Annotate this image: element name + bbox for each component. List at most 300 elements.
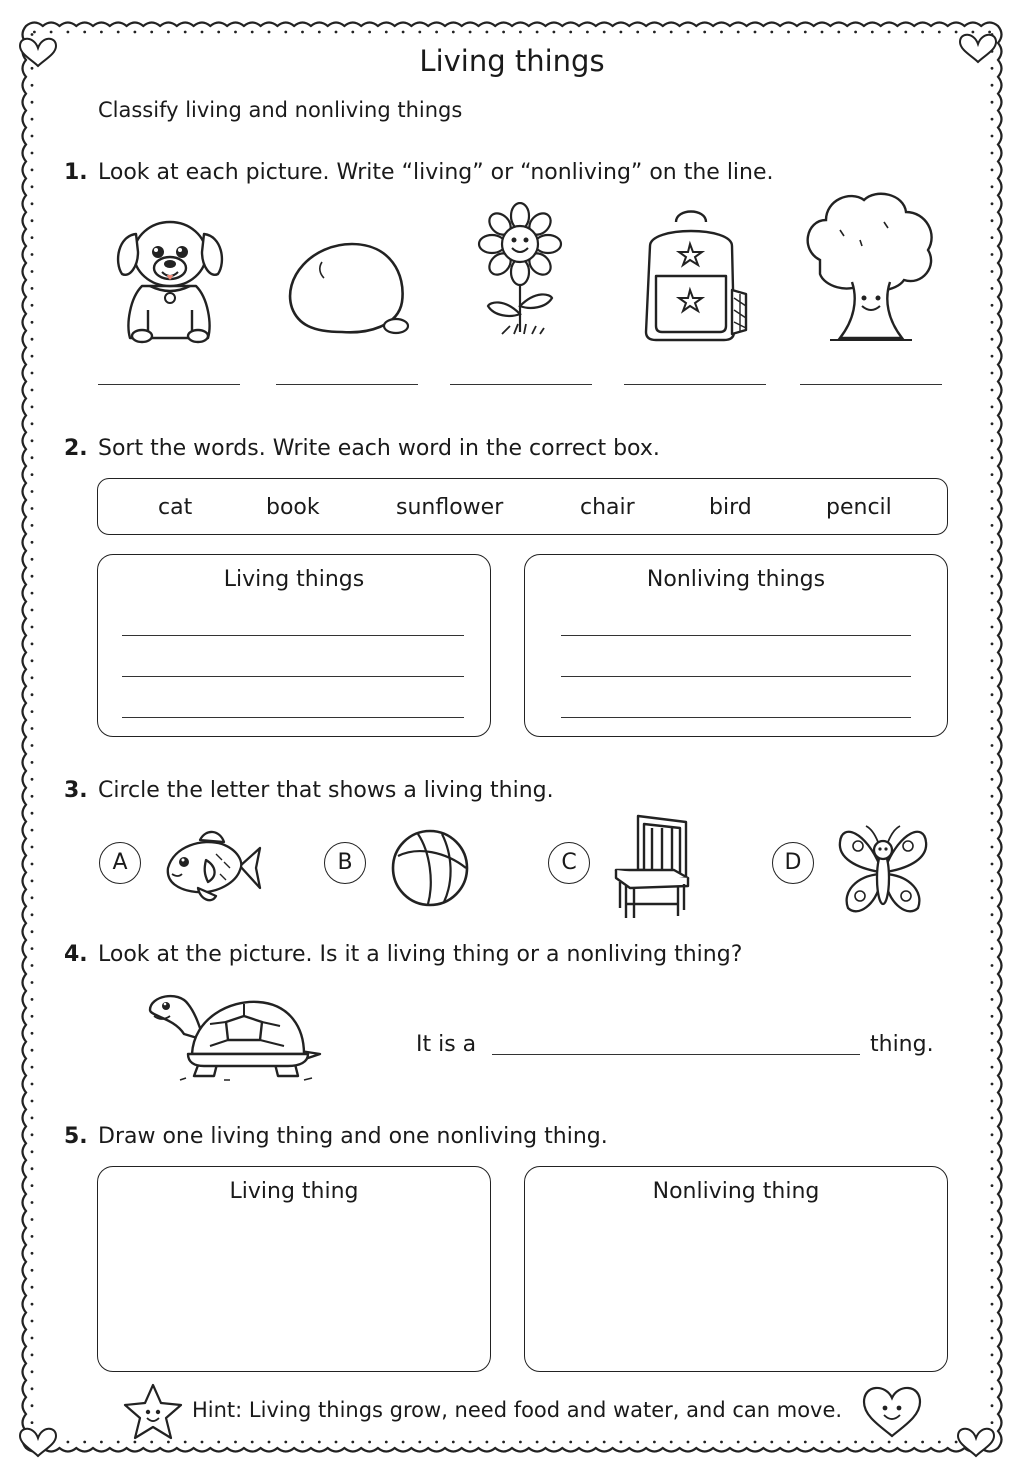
border-dot	[991, 406, 994, 409]
border-dot	[234, 1441, 237, 1444]
heart-face-icon	[860, 1382, 924, 1440]
border-dot	[31, 592, 34, 595]
draw-living-thing-box[interactable]	[97, 1166, 491, 1372]
border-dot	[991, 219, 994, 222]
answer-line[interactable]	[122, 676, 464, 677]
page-title: Living things	[419, 44, 605, 78]
border-dot	[871, 31, 874, 34]
border-dot	[991, 1421, 994, 1424]
border-dot	[284, 1441, 287, 1444]
border-dot	[83, 1441, 86, 1444]
border-dot	[385, 31, 388, 34]
nonliving-things-box	[524, 554, 948, 737]
border-dot	[991, 1150, 994, 1153]
border-dot	[31, 1370, 34, 1373]
border-dot	[402, 31, 405, 34]
border-dot	[586, 31, 589, 34]
border-dot	[991, 101, 994, 104]
border-dot	[888, 31, 891, 34]
border-dot	[251, 31, 254, 34]
living-things-box	[97, 554, 491, 737]
border-dot	[991, 744, 994, 747]
border-dot	[737, 1441, 740, 1444]
border-dot	[991, 185, 994, 188]
border-dot	[184, 31, 187, 34]
border-dot	[418, 31, 421, 34]
star-face-icon	[122, 1382, 184, 1442]
hint-text: Hint: Living things grow, need food and water, and can move.	[192, 1398, 843, 1422]
border-dot	[31, 676, 34, 679]
border-dot	[720, 31, 723, 34]
border-dot	[991, 626, 994, 629]
border-dot	[31, 1303, 34, 1306]
border-dot	[653, 31, 656, 34]
border-dot	[402, 1441, 405, 1444]
border-dot	[991, 1370, 994, 1373]
border-dot	[318, 31, 321, 34]
border-dot	[469, 31, 472, 34]
border-dot	[100, 1441, 103, 1444]
border-dot	[31, 930, 34, 933]
border-dot	[268, 31, 271, 34]
border-dot	[67, 31, 70, 34]
border-dot	[888, 1441, 891, 1444]
border-dot	[991, 592, 994, 595]
border-dot	[991, 1201, 994, 1204]
border-dot	[991, 880, 994, 883]
border-dot	[955, 1441, 958, 1444]
border-dot	[452, 31, 455, 34]
border-dot	[31, 1167, 34, 1170]
border-dot	[31, 1235, 34, 1238]
box-title: Living things	[223, 567, 365, 592]
border-dot	[519, 31, 522, 34]
border-dot	[991, 541, 994, 544]
border-dot	[435, 31, 438, 34]
border-dot	[991, 896, 994, 899]
border-dot	[31, 1100, 34, 1103]
answer-line[interactable]	[122, 635, 464, 636]
border-dot	[991, 355, 994, 358]
border-dot	[31, 84, 34, 87]
border-dot	[972, 31, 975, 34]
border-dot	[31, 118, 34, 121]
border-dot	[991, 1269, 994, 1272]
border-dot	[31, 473, 34, 476]
question-4	[64, 942, 742, 967]
border-dot	[991, 863, 994, 866]
border-dot	[991, 507, 994, 510]
word-bank-item: sunflower	[396, 495, 504, 520]
border-dot	[991, 372, 994, 375]
answer-line[interactable]	[561, 717, 911, 718]
border-dot	[991, 1320, 994, 1323]
answer-line[interactable]	[276, 384, 418, 385]
border-dot	[703, 31, 706, 34]
border-dot	[284, 31, 287, 34]
border-dot	[653, 1441, 656, 1444]
ball-icon	[388, 824, 472, 912]
border-dot	[586, 1441, 589, 1444]
border-dot	[67, 1441, 70, 1444]
border-dot	[991, 236, 994, 239]
border-dot	[117, 31, 120, 34]
border-dot	[31, 389, 34, 392]
border-dot	[670, 1441, 673, 1444]
border-dot	[486, 1441, 489, 1444]
border-dot	[31, 558, 34, 561]
border-dot	[991, 727, 994, 730]
box-title: Nonliving things	[646, 567, 826, 592]
border-dot	[31, 338, 34, 341]
border-dot	[770, 1441, 773, 1444]
border-dot	[991, 1117, 994, 1120]
border-dot	[636, 31, 639, 34]
border-dot	[201, 1441, 204, 1444]
border-dot	[502, 1441, 505, 1444]
border-dot	[31, 693, 34, 696]
border-dot	[31, 1066, 34, 1069]
border-dot	[31, 1150, 34, 1153]
border-dot	[31, 406, 34, 409]
border-dot	[991, 439, 994, 442]
border-dot	[31, 202, 34, 205]
question-prompt: Sort the words. Write each word in the correct box.	[98, 436, 660, 461]
border-dot	[991, 473, 994, 476]
border-dot	[83, 31, 86, 34]
question-number: 1.	[64, 160, 88, 185]
border-dot	[991, 490, 994, 493]
border-dot	[720, 1441, 723, 1444]
border-dot	[368, 1441, 371, 1444]
draw-nonliving-thing-box[interactable]	[524, 1166, 948, 1372]
border-dot	[31, 33, 34, 36]
border-dot	[31, 1218, 34, 1221]
border-dot	[955, 31, 958, 34]
border-dot	[31, 795, 34, 798]
word-bank-item: chair	[580, 495, 635, 520]
border-dot	[167, 31, 170, 34]
border-dot	[217, 1441, 220, 1444]
question-5	[64, 1124, 608, 1149]
answer-line[interactable]	[624, 384, 766, 385]
border-dot	[31, 880, 34, 883]
border-dot	[150, 31, 153, 34]
border-dot	[31, 1015, 34, 1018]
border-dot	[837, 31, 840, 34]
border-dot	[31, 287, 34, 290]
border-dot	[821, 31, 824, 34]
border-dot	[991, 135, 994, 138]
word-bank	[97, 478, 948, 535]
border-dot	[991, 609, 994, 612]
border-dot	[904, 31, 907, 34]
border-dot	[991, 321, 994, 324]
border-dot	[31, 439, 34, 442]
border-dot	[234, 31, 237, 34]
border-dot	[991, 202, 994, 205]
border-dot	[991, 1032, 994, 1035]
border-dot	[991, 913, 994, 916]
border-dot	[991, 693, 994, 696]
butterfly-icon	[836, 822, 930, 918]
border-dot	[31, 1387, 34, 1390]
border-dot	[991, 1083, 994, 1086]
border-dot	[33, 31, 36, 34]
question-1	[64, 160, 774, 185]
border-dot	[687, 31, 690, 34]
border-dot	[301, 1441, 304, 1444]
border-dot	[991, 981, 994, 984]
border-dot	[991, 1049, 994, 1052]
border-dot	[737, 31, 740, 34]
border-dot	[991, 761, 994, 764]
question-number: 4.	[64, 942, 88, 967]
border-dot	[991, 422, 994, 425]
border-dot	[991, 930, 994, 933]
border-dot	[31, 456, 34, 459]
border-dot	[670, 31, 673, 34]
border-dot	[804, 1441, 807, 1444]
border-dot	[991, 812, 994, 815]
border-dot	[991, 710, 994, 713]
border-dot	[31, 270, 34, 273]
border-dot	[31, 829, 34, 832]
question-prompt: Circle the letter that shows a living thing.	[98, 778, 554, 803]
border-dot	[991, 795, 994, 798]
border-dot	[452, 1441, 455, 1444]
border-dot	[991, 1252, 994, 1255]
border-dot	[620, 31, 623, 34]
flower-icon	[474, 202, 566, 340]
border-dot	[770, 31, 773, 34]
border-dot	[787, 31, 790, 34]
border-dot	[31, 727, 34, 730]
rock-icon	[282, 238, 412, 338]
border-dot	[991, 659, 994, 662]
answer-line[interactable]	[492, 1054, 860, 1055]
border-dot	[991, 287, 994, 290]
border-dot	[31, 1184, 34, 1187]
border-dot	[31, 981, 34, 984]
border-dot	[31, 185, 34, 188]
question-3	[64, 778, 554, 803]
answer-line[interactable]	[450, 384, 592, 385]
border-dot	[988, 31, 991, 34]
border-dot	[569, 1441, 572, 1444]
border-dot	[368, 31, 371, 34]
chair-icon	[612, 812, 692, 924]
tree-icon	[800, 190, 940, 344]
border-dot	[837, 1441, 840, 1444]
border-dot	[754, 1441, 757, 1444]
border-dot	[991, 558, 994, 561]
border-dot	[754, 31, 757, 34]
border-dot	[620, 1441, 623, 1444]
word-bank-item: bird	[709, 495, 752, 520]
border-dot	[31, 812, 34, 815]
border-dot	[991, 1337, 994, 1340]
border-dot	[991, 118, 994, 121]
border-dot	[991, 575, 994, 578]
border-dot	[335, 1441, 338, 1444]
border-dot	[31, 575, 34, 578]
answer-line[interactable]	[561, 676, 911, 677]
border-dot	[31, 1252, 34, 1255]
border-dot	[318, 1441, 321, 1444]
border-dot	[31, 541, 34, 544]
border-dot	[787, 1441, 790, 1444]
border-dot	[31, 1133, 34, 1136]
border-dot	[31, 1032, 34, 1035]
border-dot	[991, 778, 994, 781]
border-dot	[991, 270, 994, 273]
border-dot	[31, 626, 34, 629]
border-dot	[31, 1404, 34, 1407]
answer-line[interactable]	[98, 384, 240, 385]
answer-line[interactable]	[561, 635, 911, 636]
border-dot	[351, 31, 354, 34]
border-dot	[31, 152, 34, 155]
border-dot	[991, 456, 994, 459]
border-dot	[991, 169, 994, 172]
backpack-icon	[636, 206, 752, 342]
border-dot	[251, 1441, 254, 1444]
border-dot	[31, 1049, 34, 1052]
border-dot	[31, 863, 34, 866]
border-dot	[486, 31, 489, 34]
border-dot	[31, 524, 34, 527]
border-dot	[991, 947, 994, 950]
border-dot	[519, 1441, 522, 1444]
border-dot	[991, 676, 994, 679]
border-dot	[991, 1286, 994, 1289]
border-dot	[991, 1066, 994, 1069]
border-dot	[991, 1354, 994, 1357]
border-dot	[31, 778, 34, 781]
answer-line[interactable]	[800, 384, 942, 385]
border-dot	[31, 1201, 34, 1204]
dog-icon	[112, 206, 228, 346]
border-dot	[31, 304, 34, 307]
border-dot	[31, 846, 34, 849]
border-dot	[569, 31, 572, 34]
border-dot	[31, 321, 34, 324]
question-number: 2.	[64, 436, 88, 461]
border-dot	[31, 947, 34, 950]
border-dot	[385, 1441, 388, 1444]
question-prompt: Draw one living thing and one nonliving thing.	[98, 1124, 608, 1149]
border-dot	[536, 31, 539, 34]
border-dot	[31, 372, 34, 375]
border-dot	[268, 1441, 271, 1444]
border-dot	[31, 1117, 34, 1120]
border-dot	[31, 490, 34, 493]
option-a-letter[interactable]: A	[99, 842, 141, 884]
answer-line[interactable]	[122, 717, 464, 718]
border-dot	[134, 31, 137, 34]
border-dot	[31, 1337, 34, 1340]
border-dot	[31, 507, 34, 510]
turtle-icon	[144, 988, 324, 1084]
border-dot	[991, 253, 994, 256]
question-2	[64, 436, 660, 461]
border-dot	[921, 31, 924, 34]
border-dot	[991, 338, 994, 341]
sentence-end: thing.	[870, 1032, 934, 1057]
border-dot	[991, 1184, 994, 1187]
border-dot	[31, 659, 34, 662]
border-dot	[418, 1441, 421, 1444]
border-dot	[991, 152, 994, 155]
border-dot	[217, 31, 220, 34]
border-dot	[991, 998, 994, 1001]
border-dot	[991, 829, 994, 832]
border-dot	[301, 31, 304, 34]
border-dot	[100, 31, 103, 34]
border-dot	[603, 31, 606, 34]
border-dot	[854, 31, 857, 34]
border-dot	[117, 1441, 120, 1444]
option-d-letter[interactable]: D	[772, 842, 814, 884]
border-dot	[184, 1441, 187, 1444]
border-dot	[921, 1441, 924, 1444]
border-dot	[31, 1354, 34, 1357]
border-dot	[991, 524, 994, 527]
border-dot	[31, 744, 34, 747]
border-dot	[871, 1441, 874, 1444]
border-dot	[938, 1441, 941, 1444]
border-dot	[31, 1320, 34, 1323]
question-number: 3.	[64, 778, 88, 803]
border-dot	[31, 236, 34, 239]
word-bank-item: cat	[158, 495, 193, 520]
option-b-letter[interactable]: B	[324, 842, 366, 884]
border-dot	[31, 169, 34, 172]
border-dot	[469, 1441, 472, 1444]
border-dot	[991, 304, 994, 307]
page-subtitle: Classify living and nonliving things	[98, 98, 463, 122]
border-dot	[31, 643, 34, 646]
border-dot	[904, 1441, 907, 1444]
border-dot	[991, 1303, 994, 1306]
question-prompt: Look at each picture. Write “living” or “nonliving” on the line.	[98, 160, 774, 185]
border-dot	[991, 1133, 994, 1136]
border-dot	[553, 31, 556, 34]
box-title: Nonliving thing	[652, 1179, 820, 1204]
border-dot	[351, 1441, 354, 1444]
word-bank-item: book	[266, 495, 320, 520]
question-number: 5.	[64, 1124, 88, 1149]
border-dot	[31, 1269, 34, 1272]
border-dot	[31, 135, 34, 138]
border-dot	[536, 1441, 539, 1444]
border-dot	[31, 998, 34, 1001]
border-dot	[31, 101, 34, 104]
border-dot	[991, 84, 994, 87]
border-dot	[31, 219, 34, 222]
border-dot	[31, 964, 34, 967]
border-dot	[991, 1404, 994, 1407]
fish-icon	[160, 826, 264, 910]
border-dot	[991, 643, 994, 646]
border-dot	[31, 422, 34, 425]
sentence-start: It is a	[416, 1032, 477, 1057]
option-c-letter[interactable]: C	[548, 842, 590, 884]
border-dot	[991, 1167, 994, 1170]
border-dot	[854, 1441, 857, 1444]
border-dot	[31, 355, 34, 358]
